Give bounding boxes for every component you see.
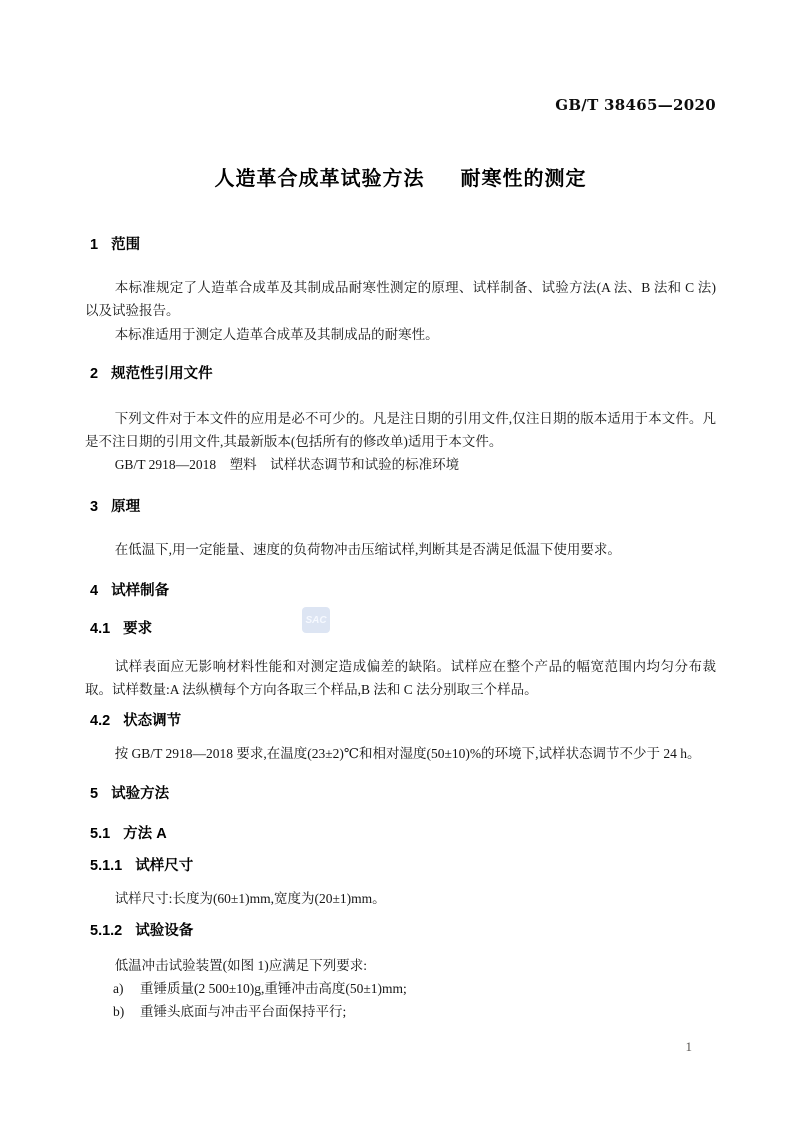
page-number: 1 [685, 1039, 692, 1054]
standard-code: GB/T 38465—2020 [555, 96, 716, 114]
section-5-1-number: 5.1 [90, 826, 111, 842]
section-5-1-1-heading-text: 试样尺寸 [135, 858, 194, 874]
section-5-1-2-heading-text: 试验设备 [135, 923, 194, 939]
document-title-main: 人造革合成革试验方法 [214, 168, 425, 190]
principle-paragraph: 在低温下,用一定能量、速度的负荷物冲击压缩试样,判断其是否满足低温下使用要求。 [114, 542, 621, 557]
section-2-number: 2 [90, 366, 99, 382]
normative-refs-paragraph: 下列文件对于本文件的应用是必不可少的。凡是注日期的引用文件,仅注日期的版本适用于本文件。凡是不注日期的引用文件,其最新版本(包括所有的修改单)适用于本文件。 [85, 411, 716, 449]
list-item-a-label: a) [113, 981, 124, 996]
section-5-1-heading [90, 825, 716, 843]
section-4-1-number: 4.1 [90, 621, 111, 637]
document-title-sub: 耐寒性的测定 [460, 168, 587, 190]
section-3-heading [90, 498, 716, 516]
section-4-heading-text: 试样制备 [111, 583, 170, 599]
scope-paragraph-2: 本标准适用于测定人造革合成革及其制成品的耐寒性。 [114, 327, 439, 342]
equipment-list-item-b [85, 1000, 716, 1023]
specimen-size-paragraph: 试样尺寸:长度为(60±1)mm,宽度为(20±1)mm。 [114, 891, 386, 906]
section-4-number: 4 [90, 583, 99, 599]
section-4-1-heading-text: 要求 [123, 621, 153, 637]
section-5-1-heading-text: 方法 A [123, 826, 167, 842]
requirements-paragraph: 试样表面应无影响材料性能和对测定造成偏差的缺陷。试样应在整个产品的幅宽范围内均匀分布裁取。试样数量:A 法纵横每个方向各取三个样品,B 法和 C 法分别取三个样品。 [85, 659, 716, 697]
section-5-heading-text: 试验方法 [111, 786, 170, 802]
section-1-heading [90, 236, 716, 254]
normative-reference-entry: GB/T 2918—2018 塑料 试样状态调节和试验的标准环境 [114, 457, 460, 472]
sac-watermark-label: SAC [305, 614, 327, 626]
section-5-1-2-number: 5.1.2 [90, 923, 123, 939]
section-5-1-2-heading [90, 922, 716, 940]
sac-watermark-logo [302, 607, 330, 633]
section-3-heading-text: 原理 [111, 499, 141, 515]
section-2-heading [90, 365, 716, 383]
equipment-list-item-a [85, 977, 716, 1000]
section-2-heading-text: 规范性引用文件 [111, 366, 213, 382]
section-4-heading [90, 582, 716, 600]
list-item-b-text: 重锤头底面与冲击平台面保持平行; [140, 1004, 347, 1019]
section-5-1-1-number: 5.1.1 [90, 858, 123, 874]
section-4-2-number: 4.2 [90, 713, 111, 729]
section-5-heading [90, 785, 716, 803]
section-5-number: 5 [90, 786, 99, 802]
list-item-a-text: 重锤质量(2 500±10)g,重锤冲击高度(50±1)mm; [140, 981, 407, 996]
section-5-1-1-heading [90, 857, 716, 875]
section-4-1-heading [90, 620, 716, 638]
section-1-number: 1 [90, 237, 99, 253]
section-1-heading-text: 范围 [111, 237, 141, 253]
document-title [85, 166, 716, 192]
section-3-number: 3 [90, 499, 99, 515]
section-4-2-heading-text: 状态调节 [123, 713, 182, 729]
equipment-intro-paragraph: 低温冲击试验装置(如图 1)应满足下列要求: [114, 958, 368, 973]
list-item-b-label: b) [113, 1004, 125, 1019]
scope-paragraph-1: 本标准规定了人造革合成革及其制成品耐寒性测定的原理、试样制备、试验方法(A 法、B 法和 C 法)以及试验报告。 [85, 280, 716, 318]
section-4-2-heading [90, 712, 716, 730]
conditioning-paragraph: 按 GB/T 2918—2018 要求,在温度(23±2)℃和相对湿度(50±10)%的环境下,试样状态调节不少于 24 h。 [114, 746, 701, 761]
